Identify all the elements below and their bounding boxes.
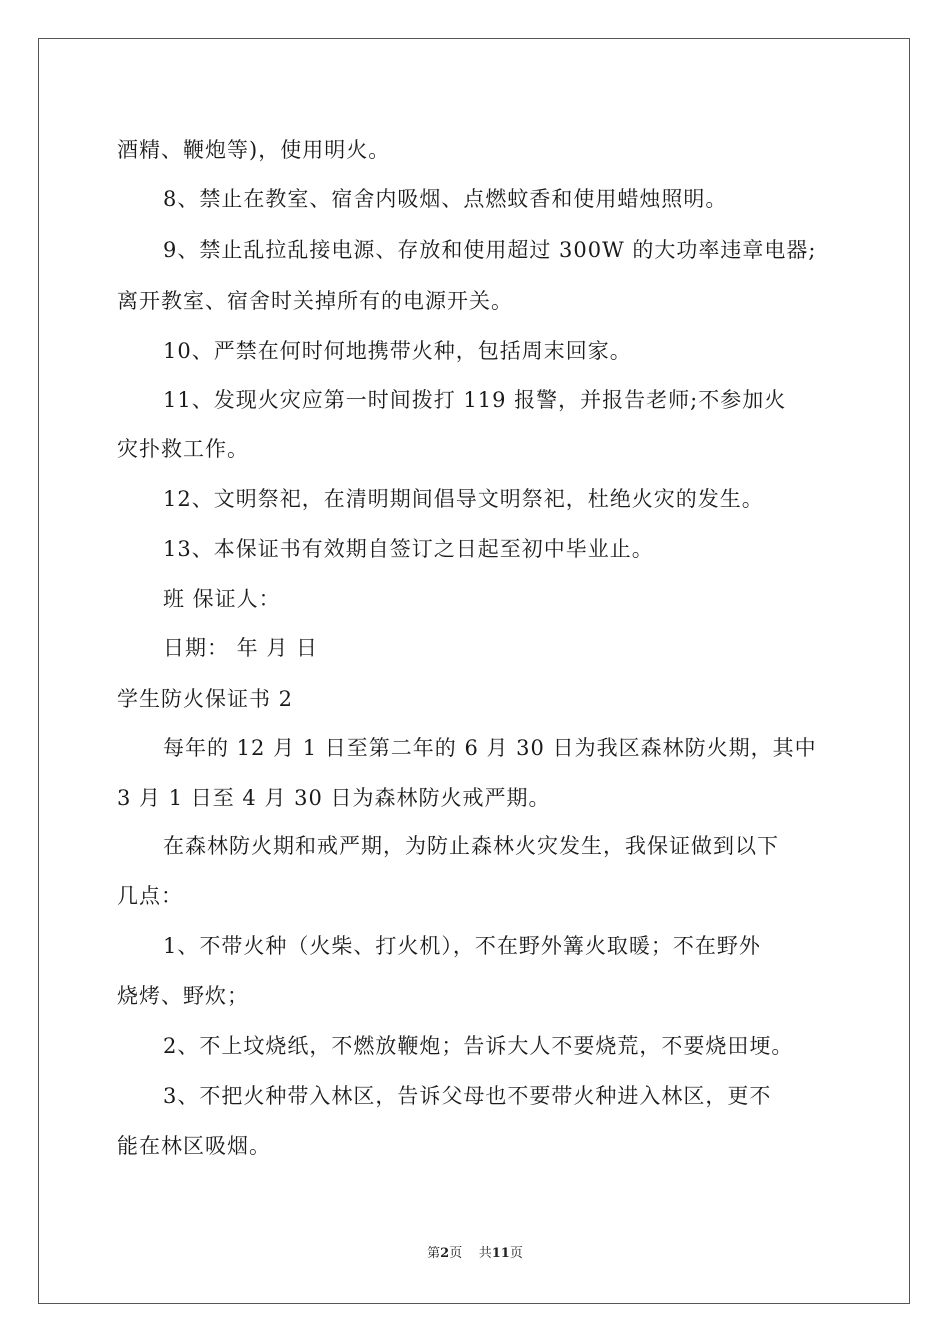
section-title: 学生防火保证书 2 [117,687,294,711]
page-border [38,38,910,1304]
text-line: 2、不上坟烧纸，不燃放鞭炮；告诉大人不要烧荒，不要烧田埂。 [163,1034,794,1058]
text-line: 11、发现火灾应第一时间拨打 119 报警，并报告老师;不参加火 [163,388,787,412]
footer-suffix: 页 [509,1246,523,1261]
text-line: 能在林区吸烟。 [117,1134,271,1158]
text-line: 离开教室、宿舍时关掉所有的电源开关。 [117,289,513,313]
text-line: 8、禁止在教室、宿舍内吸烟、点燃蚊香和使用蜡烛照明。 [163,187,728,211]
date-line: 日期： 年 月 日 [163,636,319,660]
text-line: 10、严禁在何时何地携带火种，包括周末回家。 [163,339,632,363]
text-line: 13、本保证书有效期自签订之日起至初中毕业止。 [163,537,654,561]
text-line: 1、不带火种（火柴、打火机），不在野外篝火取暖；不在野外 [163,934,761,958]
footer-mid: 页 共 [449,1246,492,1261]
text-line: 12、文明祭祀，在清明期间倡导文明祭祀，杜绝火灾的发生。 [163,487,764,511]
text-line: 3、不把火种带入林区，告诉父母也不要带火种进入林区，更不 [163,1084,772,1108]
text-line: 灾扑救工作。 [117,437,249,461]
text-line: 3 月 1 日至 4 月 30 日为森林防火戒严期。 [117,786,551,810]
text-line: 烧烤、野炊； [117,984,249,1008]
footer-page-number: 2 [440,1246,450,1261]
signature-line: 班 保证人： [163,587,281,611]
text-line: 9、禁止乱拉乱接电源、存放和使用超过 300W 的大功率违章电器; [163,238,817,262]
footer-prefix: 第 [427,1246,441,1261]
footer-total-pages: 11 [491,1246,510,1261]
page-footer [0,1245,950,1263]
text-line: 酒精、鞭炮等)，使用明火。 [117,138,391,162]
text-line: 几点： [117,884,183,908]
text-line: 每年的 12 月 1 日至第二年的 6 月 30 日为我区森林防火期，其中 [163,736,817,760]
text-line: 在森林防火期和戒严期，为防止森林火灾发生，我保证做到以下 [163,834,779,858]
